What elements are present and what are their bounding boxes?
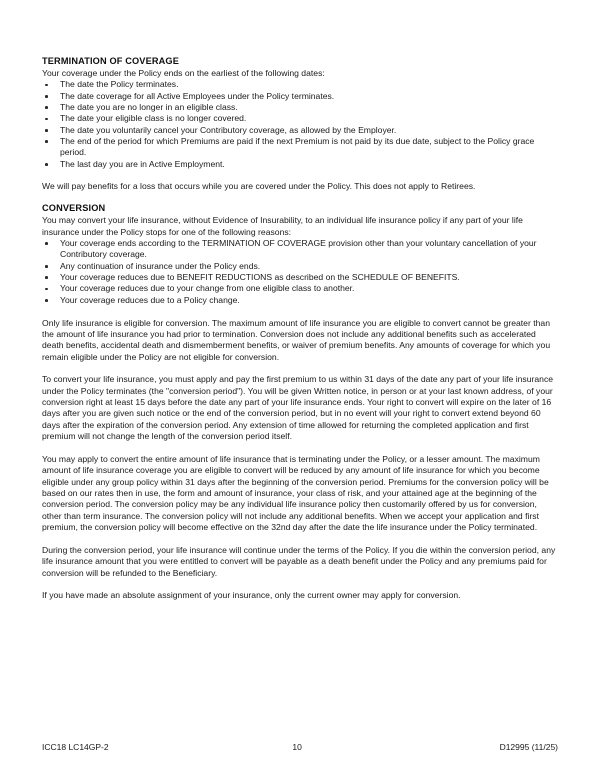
spacer <box>42 192 556 204</box>
list-item <box>42 102 556 113</box>
spacer <box>42 533 556 545</box>
section-heading-conversion: CONVERSION <box>42 203 106 214</box>
footer-form-number: ICC18 LC14GP-2 <box>42 742 109 752</box>
list-item-label: The date you voluntarily cancel your Contributory coverage, as allowed by the Employer. <box>60 124 397 135</box>
spacer <box>42 442 556 454</box>
list-item <box>42 295 556 306</box>
list-item <box>42 91 556 102</box>
section-heading-termination-of-coverage: TERMINATION OF COVERAGE <box>42 56 180 66</box>
conversion-intro-text: You may convert your life insurance, without Evidence of Insurability, to an individual life insurance policy if any part of your life insurance under the Policy stops for one of the following reasons: <box>42 215 523 237</box>
list-item-label: The date coverage for all Active Employees under the Policy terminates. <box>60 90 335 101</box>
list-item <box>42 125 556 136</box>
conversion-paragraph-eligibility: Only life insurance is eligible for conversion. The maximum amount of life insurance you are eligible to convert cannot be greater than the amount of life insurance you had prior to termination. Conversion does not include any additional benefits such as accelerated death benefits, accidental death and dismemberment benefits, or waiver of premium benefits. Any amounts of coverage for which you remain eligible under the Policy are not eligible for conversion. <box>42 317 551 362</box>
list-item-label: The date you are no longer in an eligible class. <box>60 101 238 112</box>
list-item-label: Your coverage reduces due to a Policy change. <box>60 294 240 305</box>
list-item-label: Your coverage reduces due to your change from one eligible class to another. <box>60 283 355 294</box>
list-item-label: The date your eligible class is no longer covered. <box>60 113 247 124</box>
bullet-dot-icon <box>45 106 48 109</box>
list-item-label: The date the Policy terminates. <box>60 79 179 90</box>
bullet-dot-icon <box>45 242 48 245</box>
list-item-label: Your coverage ends according to the TERMINATION OF COVERAGE provision other than your voluntary cancellation of your Contributory coverage. <box>60 237 537 260</box>
list-item <box>42 283 556 294</box>
page-footer <box>42 742 558 753</box>
bullet-dot-icon <box>45 163 48 166</box>
bullet-dot-icon <box>45 95 48 98</box>
list-item <box>42 113 556 124</box>
footer-document-code: D12995 (11/25) <box>499 742 558 752</box>
list-item <box>42 159 556 170</box>
conversion-paragraph-absolute-assignment: If you have made an absolute assignment of your insurance, only the current owner may apply for conversion. <box>42 590 461 601</box>
bullet-dot-icon <box>45 265 48 268</box>
spacer <box>42 170 556 181</box>
list-item <box>42 136 556 159</box>
termination-intro-text: Your coverage under the Policy ends on the earliest of the following dates: <box>42 67 325 78</box>
list-item-label: The end of the period for which Premiums are paid if the next Premium is not paid by its due date, subject to the Policy grace period. <box>60 135 535 158</box>
spacer <box>42 363 556 375</box>
footer-page-number: 10 <box>292 742 302 752</box>
list-item <box>42 261 556 272</box>
list-item-label: Any continuation of insurance under the Policy ends. <box>60 260 261 271</box>
bullet-dot-icon <box>45 129 48 132</box>
list-item <box>42 272 556 283</box>
conversion-paragraph-death-during-period: During the conversion period, your life insurance will continue under the terms of the Policy. If you die within the conversion period, any life insurance amount that you were entitled to convert will be payable as a death benefit under the Policy and any premiums paid for conversion will be refunded to the Beneficiary. <box>42 544 556 578</box>
bullet-dot-icon <box>45 118 48 121</box>
conversion-bullet-list <box>42 238 556 306</box>
conversion-paragraph-amount-and-premiums: You may apply to convert the entire amount of life insurance that is terminating under the Policy, or a lesser amount. The maximum amount of life insurance coverage you are eligible to convert will be reduced by any amount of life insurance for which you become eligible under any group policy within 31 days after the beginning of the conversion period. Premiums for the conversion policy will be based on our rates then in use, the form and amount of insurance, your class of risk, and your attained age at the beginning of the conversion period. The conversion policy may be any individual life insurance policy then customarily offered by us for conversion, other than term insurance. The conversion policy will not include any additional benefits. When we accept your application and first premium, the conversion policy will become effective on the 32nd day after the date the life insurance under the Policy terminated. <box>42 453 549 532</box>
termination-bullet-list <box>42 79 556 170</box>
page-content <box>42 56 556 602</box>
list-item-label: The last day you are in Active Employment. <box>60 158 225 169</box>
bullet-dot-icon <box>45 140 48 143</box>
termination-closing-text: We will pay benefits for a loss that occurs while you are covered under the Policy. This does not apply to Retirees. <box>42 180 476 191</box>
spacer <box>42 306 556 318</box>
bullet-dot-icon <box>45 276 48 279</box>
spacer <box>42 579 556 591</box>
bullet-dot-icon <box>45 84 48 87</box>
list-item <box>42 238 556 261</box>
bullet-dot-icon <box>45 288 48 291</box>
bullet-dot-icon <box>45 299 48 302</box>
list-item <box>42 79 556 90</box>
conversion-paragraph-how-to-convert: To convert your life insurance, you must apply and pay the first premium to us within 31 days of the date any part of your life insurance under the Policy terminates (the "conversion period"). You will be given Written notice, in person or at your last known address, of your conversion right at least 15 days before the date any part of your life insurance ends. Your right to convert will expire on the later of 16 days after you are given such notice or the end of the conversion period, but in no event will your right to convert extend beyond 60 days after the expiration of the conversion period. Any extension of time allowed for returning the completed application and first premium will not change the length of the conversion period itself. <box>42 374 554 442</box>
list-item-label: Your coverage reduces due to BENEFIT REDUCTIONS as described on the SCHEDULE OF BENEFITS. <box>60 271 460 282</box>
